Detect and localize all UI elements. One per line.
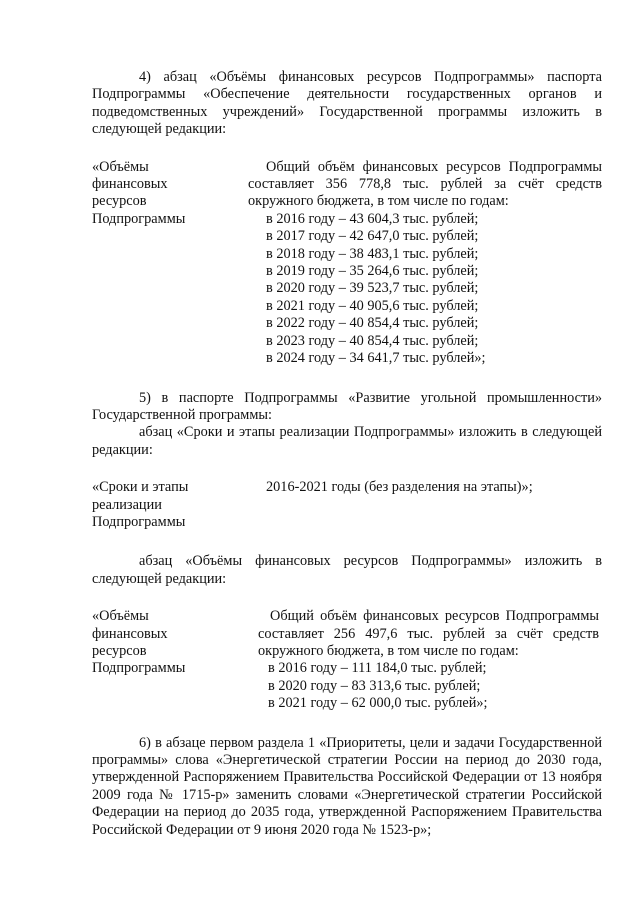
- year-line: в 2017 году – 42 647,0 тыс. рублей;: [266, 228, 479, 245]
- item4-intro: 4) абзац «Объёмы финансовых ресурсов Подпрограммы» паспорта Подпрограммы «Обеспечение деятельности государственных органов и подведомственных учреждений» Государственной программы изложить в следующей редакции:: [92, 69, 602, 138]
- year-line: в 2016 году – 111 184,0 тыс. рублей;: [268, 660, 487, 677]
- item5-terms-label: [92, 479, 248, 531]
- item4-finance-value: [248, 159, 602, 368]
- item5-intro: 5) в паспорте Подпрограммы «Развитие угольной промышленности» Государственной программы:: [92, 389, 602, 423]
- year-line: в 2019 году – 35 264,6 тыс. рублей;: [266, 263, 479, 280]
- label-line: Подпрограммы: [92, 210, 186, 227]
- label-line: ресурсов: [92, 193, 147, 210]
- year-line: в 2016 году – 43 604,3 тыс. рублей;: [266, 210, 479, 227]
- item4-finance-label: [92, 159, 248, 368]
- year-line: в 2020 году – 39 523,7 тыс. рублей;: [266, 280, 479, 297]
- label-line: реализации: [92, 496, 162, 513]
- label-line: «Объёмы: [92, 158, 149, 175]
- item4-finance-row: [92, 159, 602, 368]
- item5-finance-value: [248, 608, 602, 712]
- item5-finance-row: [92, 608, 602, 712]
- year-line: в 2021 году – 40 905,6 тыс. рублей;: [266, 297, 479, 314]
- item5-terms-value: 2016-2021 годы (без разделения на этапы)»;: [266, 479, 533, 496]
- item5-year-list: [258, 660, 599, 712]
- document-page: [92, 69, 602, 839]
- year-line: в 2022 году – 40 854,4 тыс. рублей;: [266, 315, 479, 332]
- year-line: в 2024 году – 34 641,7 тыс. рублей»;: [266, 350, 486, 367]
- item5-finance-label: [92, 608, 248, 712]
- item4-finance-lead: Общий объём финансовых ресурсов Подпрограммы составляет 356 778,8 тыс. рублей за счёт средств окружного бюджета, в том числе по годам:: [248, 158, 602, 210]
- year-line: в 2018 году – 38 483,1 тыс. рублей;: [266, 245, 479, 262]
- label-line: финансовых: [92, 625, 168, 642]
- year-line: в 2020 году – 83 313,6 тыс. рублей;: [268, 677, 481, 694]
- label-line: Подпрограммы: [92, 513, 186, 530]
- label-line: «Сроки и этапы: [92, 479, 189, 496]
- item5-sub1: абзац «Сроки и этапы реализации Подпрограммы» изложить в следующей редакции:: [92, 424, 602, 458]
- label-line: «Объёмы: [92, 608, 149, 625]
- year-line: в 2021 году – 62 000,0 тыс. рублей»;: [268, 695, 488, 712]
- item5-sub2: абзац «Объёмы финансовых ресурсов Подпрограммы» изложить в следующей редакции:: [92, 553, 602, 587]
- label-line: Подпрограммы: [92, 660, 186, 677]
- year-line: в 2023 году – 40 854,4 тыс. рублей;: [266, 332, 479, 349]
- item4-year-list: [248, 211, 602, 368]
- label-line: финансовых: [92, 176, 168, 193]
- item5-terms-row: [92, 479, 602, 531]
- label-line: ресурсов: [92, 642, 147, 659]
- item5-finance-lead: Общий объём финансовых ресурсов Подпрограммы составляет 256 497,6 тыс. рублей за счёт средств окружного бюджета, в том числе по годам:: [258, 608, 599, 659]
- item6-text: 6) в абзаце первом раздела 1 «Приоритеты, цели и задачи Государственной программы» слова «Энергетической стратегии России на период до 2030 года, утвержденной Распоряжением Правительства Российской Федерации от 13 ноября 2009 года № 1715-р» заменить словами «Энергетической стратегии Российской Федерации на период до 2035 года, утвержденной Распоряжением Правительства Российской Федерации от 9 июня 2020 года № 1523-р»;: [92, 734, 602, 838]
